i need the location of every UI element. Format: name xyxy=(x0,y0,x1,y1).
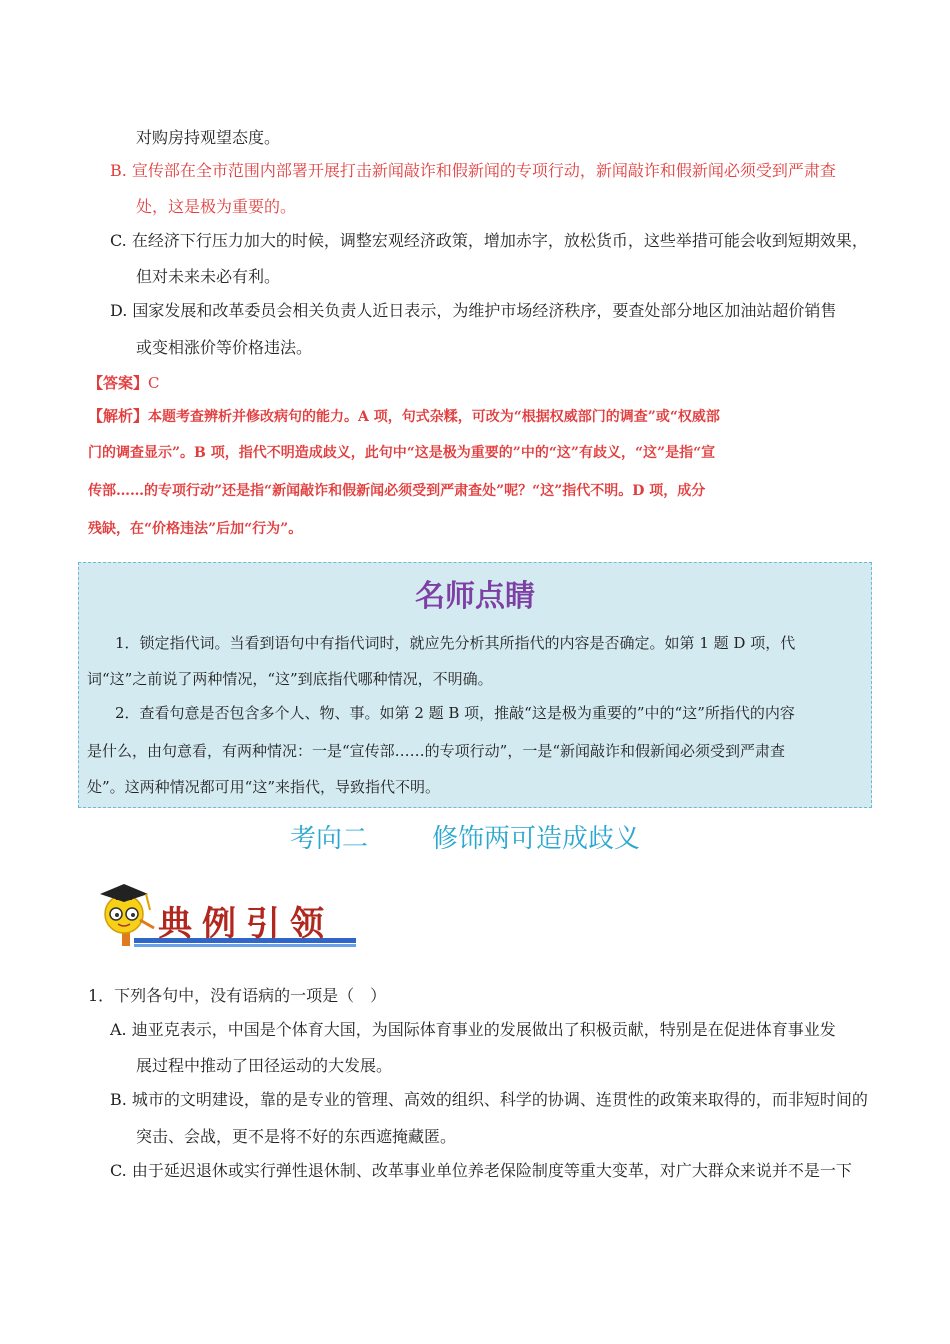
answer-label: 【答案】 xyxy=(88,374,149,392)
q-option-a-line2: 展过程中推动了田径运动的大发展。 xyxy=(136,1056,393,1075)
option-d-line2: 或变相涨价等价格违法。 xyxy=(136,338,313,357)
option-b-line2: 处，这是极为重要的。 xyxy=(136,197,297,216)
banner-title: 典例引领 xyxy=(158,904,334,944)
analysis-line2: 门的调查显示”。B 项，指代不明造成歧义，此句中“这是极为重要的”中的“这”有歧义，“这”是指“宣 xyxy=(88,445,716,461)
option-d-line1: D. 国家发展和改革委员会相关负责人近日表示，为维护市场经济秩序，要查处部分地区加油站超价销售 xyxy=(110,301,837,320)
answer-row xyxy=(88,372,160,393)
tips-title: 名师点睛 xyxy=(415,579,535,614)
q-option-b-line1: B. 城市的文明建设，靠的是专业的管理、高效的组织、科学的协调、连贯性的政策来取得的，而非短时间的 xyxy=(110,1090,868,1109)
question-stem: 1．下列各句中，没有语病的一项是（ ） xyxy=(88,986,387,1005)
analysis-line4: 残缺，在“价格违法”后加“行为”。 xyxy=(88,521,303,537)
section-name: 修饰两可造成歧义 xyxy=(432,824,641,854)
section-label: 考向二 xyxy=(290,824,369,854)
tips-p2-line1: 2．查看句意是否包含多个人、物、事。如第 2 题 B 项，推敲“这是极为重要的”中的“这”所指代的内容 xyxy=(115,704,795,722)
tips-p2-line3: 处”。这两种情况都可用“这”来指代，导致指代不明。 xyxy=(87,778,441,796)
option-c-line2: 但对未来未必有利。 xyxy=(136,267,281,286)
tips-p2-line2: 是什么，由句意看，有两种情况：一是“宣传部……的专项行动”，一是“新闻敲诈和假新闻必须受到严肃查 xyxy=(87,742,786,760)
analysis-line1: 【解析】本题考查辨析并修改病句的能力。A 项，句式杂糅，可改为“根据权威部门的调查”或“权威部 xyxy=(88,407,720,425)
tips-p1-line2: 词“这”之前说了两种情况，“这”到底指代哪种情况，不明确。 xyxy=(87,670,493,688)
analysis-label: 【解析】 xyxy=(88,407,149,425)
analysis-line3: 传部……的专项行动”还是指“新闻敲诈和假新闻必须受到严肃查处”呢？“这”指代不明。D 项，成分 xyxy=(88,483,706,499)
tips-p1-line1: 1．锁定指代词。当看到语句中有指代词时，就应先分析其所指代的内容是否确定。如第 1 题 D 项，代 xyxy=(115,634,796,652)
option-c-line1: C. 在经济下行压力加大的时候，调整宏观经济政策，增加赤字，放松货币，这些举措可能会收到短期效果， xyxy=(110,231,868,250)
q-option-a-line1: A. 迪亚克表示，中国是个体育大国，为国际体育事业的发展做出了积极贡献，特别是在促进体育事业发 xyxy=(110,1020,836,1039)
answer-value: C xyxy=(148,374,160,392)
teacher-tips-box xyxy=(78,562,872,808)
option-a-continuation: 对购房持观望态度。 xyxy=(136,128,281,147)
option-b-line1: B. 宣传部在全市范围内部署开展打击新闻敲诈和假新闻的专项行动，新闻敲诈和假新闻必须受到严肃查 xyxy=(110,161,836,180)
q-option-c-line1: C. 由于延迟退休或实行弹性退休制、改革事业单位养老保险制度等重大变革，对广大群众来说并不是一下 xyxy=(110,1161,852,1180)
q-option-b-line2: 突击、会战，更不是将不好的东西遮掩藏匿。 xyxy=(136,1127,457,1146)
